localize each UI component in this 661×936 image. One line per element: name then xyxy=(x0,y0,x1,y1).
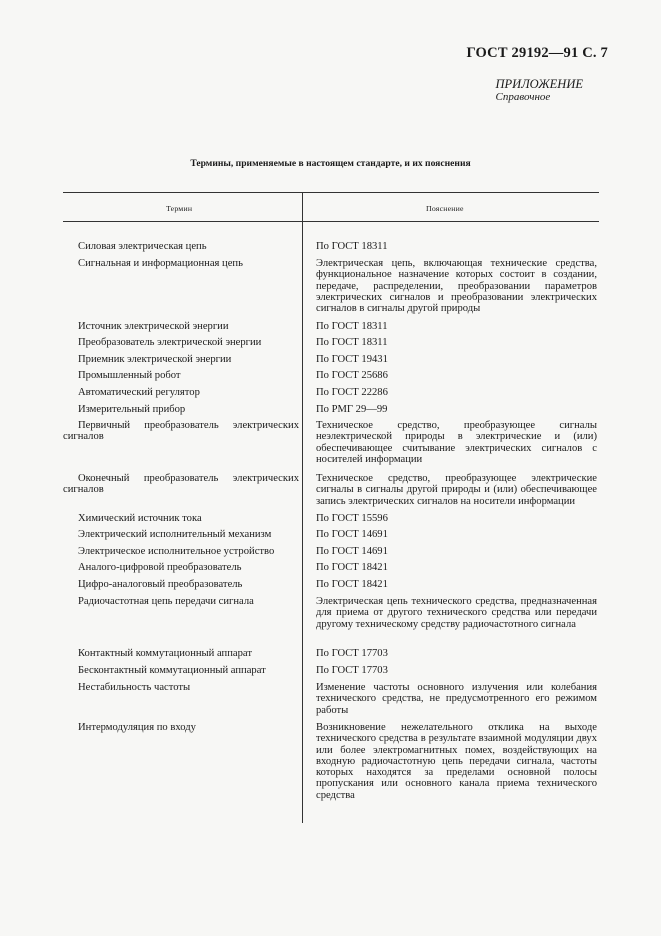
explanation-cell: По ГОСТ 25686 xyxy=(316,370,388,381)
page-header: ГОСТ 29192—91 С. 7 xyxy=(466,45,608,61)
table-top-rule xyxy=(63,192,599,193)
header-bottom-rule xyxy=(63,221,599,222)
term-cell: Источник электрической энергии xyxy=(78,321,229,332)
term-cell: Химический источник тока xyxy=(78,513,202,524)
explanation-cell: Электрическая цепь технического средства, предназначенная для приема от другого технического средства или передачи другому техническому средству радиочастотного сигнала xyxy=(316,596,597,630)
explanation-cell: По ГОСТ 15596 xyxy=(316,513,388,524)
explanation-cell: По ГОСТ 18421 xyxy=(316,579,388,590)
explanation-cell: По ГОСТ 17703 xyxy=(316,665,388,676)
explanation-cell: Возникновение нежелательного отклика на выходе технического средства в результате взаимной модуляции двух или более электромагнитных помех, воздействующих на входную радиочастотную цепь передачи сигнала, частоты которых находятся за пределами основной полосы пропускания или основного канала приема технического средства xyxy=(316,722,597,801)
term-cell: Автоматический регулятор xyxy=(78,387,200,398)
term-cell: Интермодуляция по входу xyxy=(78,722,196,733)
term-cell: Преобразователь электрической энергии xyxy=(78,337,262,348)
explanation-cell: По ГОСТ 14691 xyxy=(316,529,388,540)
term-cell: Первичный преобразователь электрических сигналов xyxy=(63,420,299,443)
term-cell: Аналого-цифровой преобразователь xyxy=(78,562,242,573)
term-cell: Приемник электрической энергии xyxy=(78,354,232,365)
term-cell: Электрическое исполнительное устройство xyxy=(78,546,275,557)
explanation-cell: Техническое средство, преобразующее электрические сигналы в сигналы другой природы и (или) обеспечивающее запись электрических сигналов на носители информации xyxy=(316,473,597,507)
column-header-term: Термин xyxy=(166,204,193,213)
appendix-label xyxy=(496,78,583,104)
explanation-cell: По ГОСТ 18311 xyxy=(316,241,388,252)
term-cell: Силовая электрическая цепь xyxy=(78,241,207,252)
column-header-explanation: Пояснение xyxy=(426,204,464,213)
explanation-cell: По ГОСТ 14691 xyxy=(316,546,388,557)
explanation-cell: По ГОСТ 19431 xyxy=(316,354,388,365)
term-cell: Контактный коммутационный аппарат xyxy=(78,648,252,659)
term-cell: Оконечный преобразователь электрических сигналов xyxy=(63,473,299,496)
term-cell: Бесконтактный коммутационный аппарат xyxy=(78,665,266,676)
term-cell: Промышленный робот xyxy=(78,370,181,381)
explanation-cell: По ГОСТ 22286 xyxy=(316,387,388,398)
term-cell: Радиочастотная цепь передачи сигнала xyxy=(78,596,254,607)
term-cell: Сигнальная и информационная цепь xyxy=(78,258,243,269)
explanation-cell: По ГОСТ 18311 xyxy=(316,337,388,348)
explanation-cell: По ГОСТ 17703 xyxy=(316,648,388,659)
term-cell: Нестабильность частоты xyxy=(78,682,191,693)
document-title: Термины, применяемые в настоящем стандарте, и их пояснения xyxy=(190,158,471,169)
explanation-cell: По РМГ 29—99 xyxy=(316,404,388,415)
term-cell: Измерительный прибор xyxy=(78,404,186,415)
explanation-cell: Техническое средство, преобразующее сигналы неэлектрической природы в электрические и (или) обеспечивающее считывание электрических сигналов с носителей информации xyxy=(316,420,597,465)
column-divider xyxy=(302,192,303,823)
term-cell: Цифро-аналоговый преобразователь xyxy=(78,579,243,590)
explanation-cell: Электрическая цепь, включающая технические средства, функциональное назначение которых состоит в создании, передаче, распределении, преобразовании параметров электрических сигналов и преобразовании электрических сигналов в сигналы другой природы xyxy=(316,258,597,315)
explanation-cell: По ГОСТ 18421 xyxy=(316,562,388,573)
explanation-cell: По ГОСТ 18311 xyxy=(316,321,388,332)
term-cell: Электрический исполнительный механизм xyxy=(78,529,272,540)
appendix-type: Справочное xyxy=(495,91,551,103)
appendix-title: ПРИЛОЖЕНИЕ xyxy=(495,77,583,91)
explanation-cell: Изменение частоты основного излучения или колебания технического средства, не предусмотренного его режимом работы xyxy=(316,682,597,716)
